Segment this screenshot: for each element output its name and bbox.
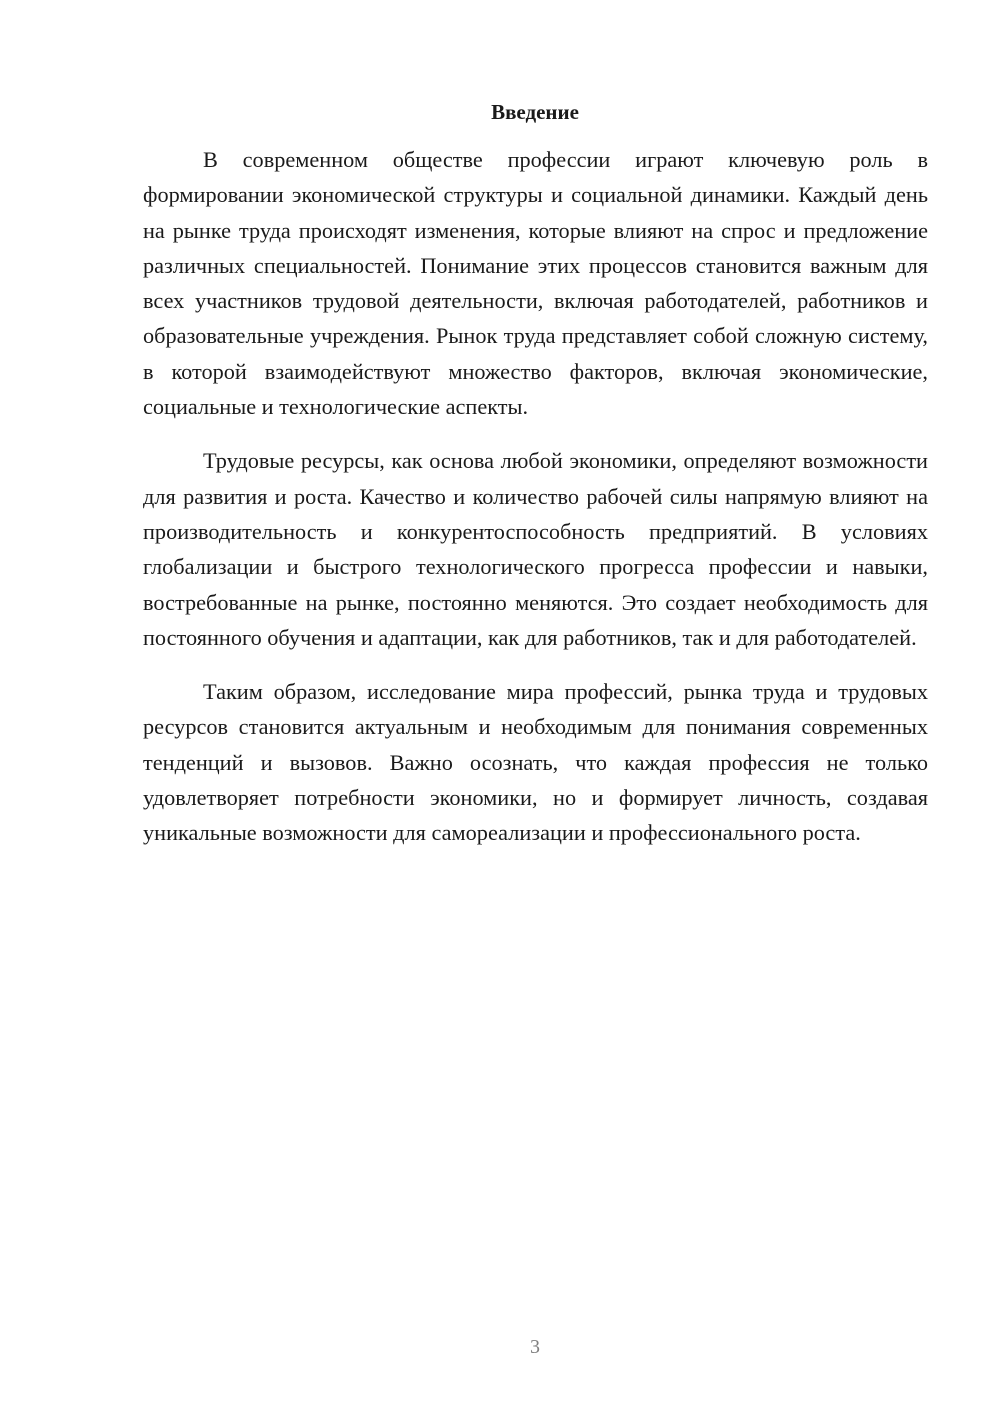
body-text: [143, 142, 928, 870]
section-title: Введение: [491, 100, 579, 124]
paragraph-2: Трудовые ресурсы, как основа любой экономики, определяют возможности для развития и роста. Качество и количество рабочей силы напрямую влияют на производительность и конкурентоспособность предприятий. В условиях глобализации и быстрого технологического прогресса профессии и навыки, востребованные на рынке, постоянно меняются. Это создает необходимость для постоянного обучения и адаптации, как для работников, так и для работодателей.: [143, 448, 928, 650]
page-number: 3: [530, 1336, 540, 1358]
paragraph-1: В современном обществе профессии играют ключевую роль в формировании экономической структуры и социальной динамики. Каждый день на рынке труда происходят изменения, которые влияют на спрос и предложение различных специальностей. Понимание этих процессов становится важным для всех участников трудовой деятельности, включая работодателей, работников и образовательные учреждения. Рынок труда представляет собой сложную систему, в которой взаимодействуют множество факторов, включая экономические, социальные и технологические аспекты.: [143, 147, 928, 420]
paragraph-3: Таким образом, исследование мира профессий, рынка труда и трудовых ресурсов становится актуальным и необходимым для понимания современных тенденций и вызовов. Важно осознать, что каждая профессия не только удовлетворяет потребности экономики, но и формирует личность, создавая уникальные возможности для самореализации и профессионального роста.: [143, 679, 928, 846]
